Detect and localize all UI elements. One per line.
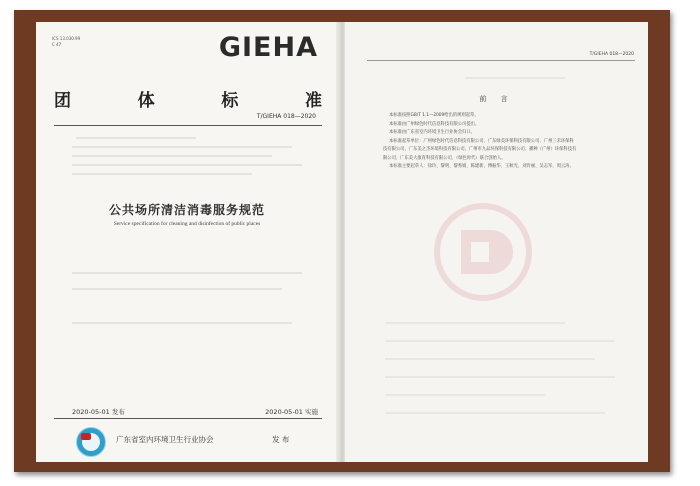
standard-type-char: 准 (304, 91, 322, 111)
document-title-en: Service specification for cleaning and disinfection of public places (113, 221, 261, 227)
ics-code: ICS 13.030.99 (52, 36, 81, 41)
bleed-through (385, 340, 615, 342)
foreword-line: 本标准由广州绿色时代信息科技有限公司提出。 (389, 121, 480, 127)
foreword-line: 限公司、广东美大康育科技有限公司、（绿色时代）联合创始人。 (383, 155, 506, 161)
publish-label: 发 布 (272, 435, 290, 444)
bleed-through (385, 376, 615, 378)
bleed-through (385, 394, 545, 396)
document-title-cn: 公共场所清洁消毒服务规范 (108, 203, 265, 217)
top-divider (54, 125, 322, 126)
bleed-through (465, 77, 565, 79)
cover-page (36, 22, 338, 462)
bleed-through (385, 358, 595, 360)
bleed-through (72, 322, 292, 324)
standard-type-char: 体 (137, 91, 155, 111)
issue-date: 2020-05-01 发布 (72, 408, 125, 416)
bleed-through (385, 322, 565, 324)
page-header-code: T/GIEHA 018—2020 (589, 52, 634, 57)
watermark-logo-icon (433, 202, 533, 302)
picture-frame (14, 10, 670, 472)
ccs-code: C 47 (52, 42, 62, 47)
bleed-through (72, 146, 292, 148)
foreword-line: 本标准主要起草人：徐玲、黎明、黎秀娟、陈建新、傅振华、王秋光、刘肯丽、吴志军、周云涛。 (389, 164, 574, 169)
document-spread (36, 22, 648, 462)
issuing-association: 广东省室内环境卫生行业协会 (116, 435, 214, 444)
foreword-line: 本标准按照GB/T 1.1—2009给出的规则起草。 (389, 113, 479, 118)
bottom-divider (54, 418, 322, 419)
org-logo-text: GIEHA (218, 32, 318, 63)
header-rule (367, 60, 635, 61)
standard-type-char: 团 (54, 91, 71, 111)
bleed-through (72, 173, 252, 175)
foreword-page (345, 22, 648, 462)
standard-type-char: 标 (221, 91, 239, 111)
foreword-body (383, 112, 633, 172)
bleed-through (72, 272, 302, 274)
foreword-line: 本标准起草单位：广州绿色时代信息科技有限公司、广东绿美环保科技有限公司、广州三禾环保科 (389, 138, 574, 144)
standard-number: T/GIEHA 018—2020 (256, 113, 316, 120)
foreword-line: 技有限公司、广东美之杰环境科技有限公司、广州市九品环保科技有限公司、播种（广州）环保科技有 (383, 147, 577, 152)
association-seal-icon (76, 427, 106, 457)
bleed-through (72, 155, 272, 157)
foreword-line: 本标准由广东省室内环境卫生行业协会归口。 (389, 130, 475, 135)
standard-type (54, 86, 322, 111)
bleed-through (72, 288, 282, 290)
bleed-through (72, 164, 302, 166)
implementation-date: 2020-05-01 实施 (265, 408, 318, 416)
bleed-through (76, 137, 196, 139)
bleed-through (385, 412, 605, 414)
foreword-heading: 前 言 (479, 95, 514, 103)
